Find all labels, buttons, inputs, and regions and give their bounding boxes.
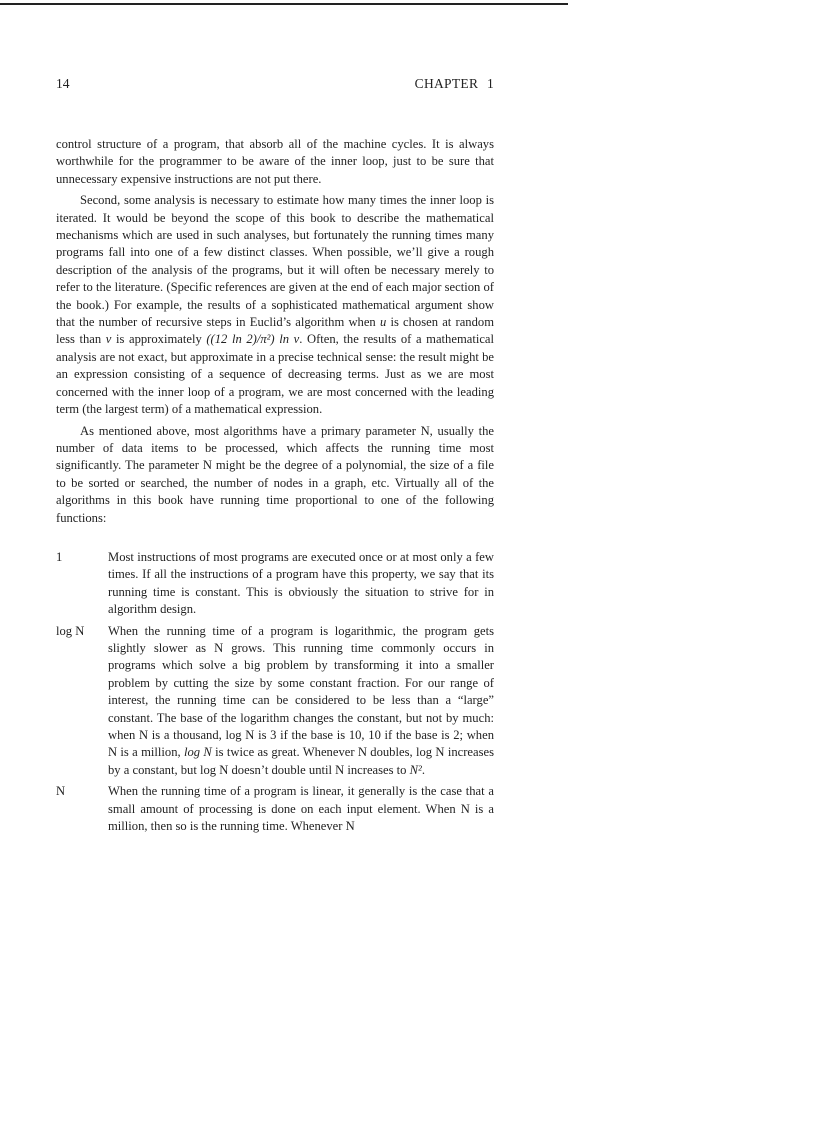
function-term: 1 — [56, 549, 63, 564]
paragraph-2-text-d: . Often, the results of a mathematical analysis are not exact, but approximate in a precise technical sense: the result might be an expression consisting of a sequence of decreasing terms. Just as we are most concerned with the inner loop of a program, we are most concerned with the leading term (the largest term) of a mathematical expression. — [56, 332, 495, 417]
variable-u: u — [379, 315, 387, 330]
running-head — [56, 76, 494, 94]
variable-v: v — [105, 332, 112, 347]
paragraph-1: control structure of a program, that absorb all of the machine cycles. It is always worthwhile for the programmer to be aware of the inner loop, just to be sure that unnecessary expensive instructions are not put there. — [56, 137, 494, 186]
body-text — [56, 136, 494, 839]
function-description: When the running time of a program is linear, it generally is the case that a small amount of processing is done on each input element. When N is a million, then so is the running time. Whenever N — [108, 784, 494, 834]
function-description — [108, 623, 494, 780]
log-n-formula: log N — [183, 745, 212, 760]
paragraph-2-text-b: is chosen at random less than — [56, 315, 494, 347]
top-rule — [0, 3, 568, 5]
paragraph-2-text-c: is approximately — [111, 332, 207, 347]
chapter-label: CHAPTER 1 — [414, 76, 494, 91]
n-squared-formula: N² — [409, 762, 422, 777]
running-time-function-list — [56, 549, 494, 836]
function-description: Most instructions of most programs are executed once or at most only a few times. If all the instructions of a program have this property, we say that its running time is constant. This is obviously the situation to strive for in algorithm design. — [108, 549, 494, 617]
function-description-part-2: is twice as great. Whenever N doubles, log N increases by a constant, but log N doesn’t double until N increases to — [108, 745, 494, 777]
function-item-linear — [56, 783, 494, 835]
function-term: N — [56, 784, 66, 799]
paragraph-3: As mentioned above, most algorithms have a primary parameter N, usually the number of data items to be processed, which affects the running time most significantly. The parameter N might be the degree of a polynomial, the size of a file to be sorted or searched, the number of nodes in a graph, etc. Virtually all of the algorithms in this book have running time proportional to one of the following functions: — [56, 423, 494, 525]
euclid-formula: ((12 ln 2)/π²) ln v — [206, 332, 300, 347]
function-item-constant — [56, 549, 494, 619]
paragraph-2-text-a: Second, some analysis is necessary to estimate how many times the inner loop is iterated. It would be beyond the scope of this book to describe the mathematical mechanisms which are used in such analyses, but fortunately the running times many programs fall into one of a few distinct classes. When possible, we’ll give a rough description of the analysis of the programs, but it will often be necessary merely to refer to the literature. (Specific references are given at the end of each major section of the book.) For example, the results of a sophisticated mathematical argument show that the number of recursive steps in Euclid’s algorithm when — [56, 193, 494, 330]
paragraph-2 — [56, 192, 494, 418]
function-item-log-n — [56, 623, 494, 780]
function-description-part-3: . — [421, 762, 425, 777]
function-term: log N — [56, 623, 85, 638]
function-description-part-1: When the running time of a program is logarithmic, the program gets slightly slower as N grows. This running time commonly occurs in programs which solve a big problem by transforming it into a smaller problem by cutting the size by some constant fraction. For our range of interest, the running time can be considered to be less than a “large” constant. The base of the logarithm changes the constant, but not by much: when N is a thousand, log N is 3 if the base is 10, 10 if the base is 2; when N is a million, — [108, 623, 494, 760]
page-number: 14 — [56, 76, 70, 91]
